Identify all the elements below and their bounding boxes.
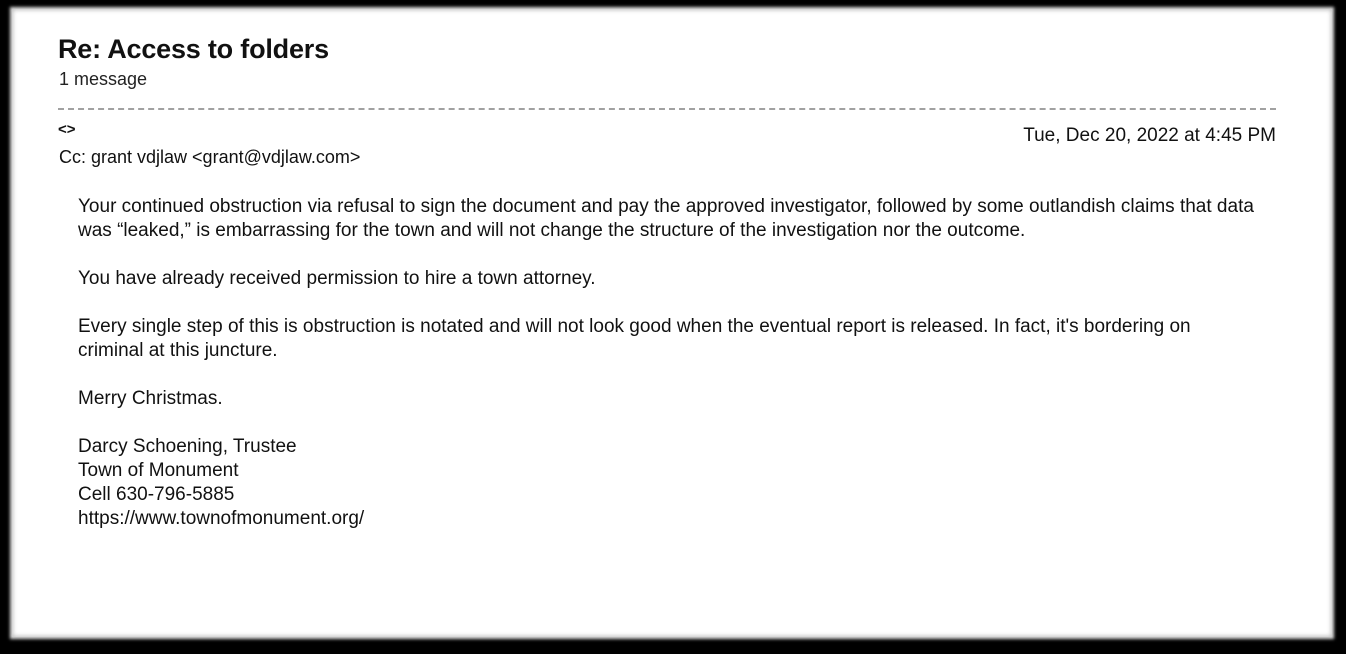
body-paragraph-1: Your continued obstruction via refusal to sign the document and pay the approved investigator, followed by some outlandish claims that data was “leaked,” is embarrassing for the town and will not change the structure of the investigation nor the outcome. <box>78 196 1254 241</box>
signature-phone: Cell 630-796-5885 <box>78 484 235 505</box>
body-paragraph-3: Every single step of this is obstruction is notated and will not look good when the eventual report is released. In fact, it's bordering on criminal at this juncture. <box>78 316 1191 361</box>
signature-name: Darcy Schoening, Trustee <box>78 436 297 457</box>
header-divider <box>58 108 1276 110</box>
signature-block <box>78 435 1258 531</box>
message-count: 1 message <box>59 69 148 89</box>
sender-address: <> <box>58 121 76 138</box>
email-printout <box>12 9 1332 637</box>
email-document <box>12 9 1332 637</box>
body-paragraph-2: You have already received permission to hire a town attorney. <box>78 268 596 289</box>
body-paragraph-4: Merry Christmas. <box>78 388 223 409</box>
cc-line: Cc: grant vdjlaw <grant@vdjlaw.com> <box>59 147 361 167</box>
sent-date: Tue, Dec 20, 2022 at 4:45 PM <box>1023 125 1276 146</box>
signature-url: https://www.townofmonument.org/ <box>78 508 365 529</box>
email-subject: Re: Access to folders <box>58 34 329 64</box>
signature-org: Town of Monument <box>78 460 239 481</box>
email-body <box>78 195 1258 531</box>
